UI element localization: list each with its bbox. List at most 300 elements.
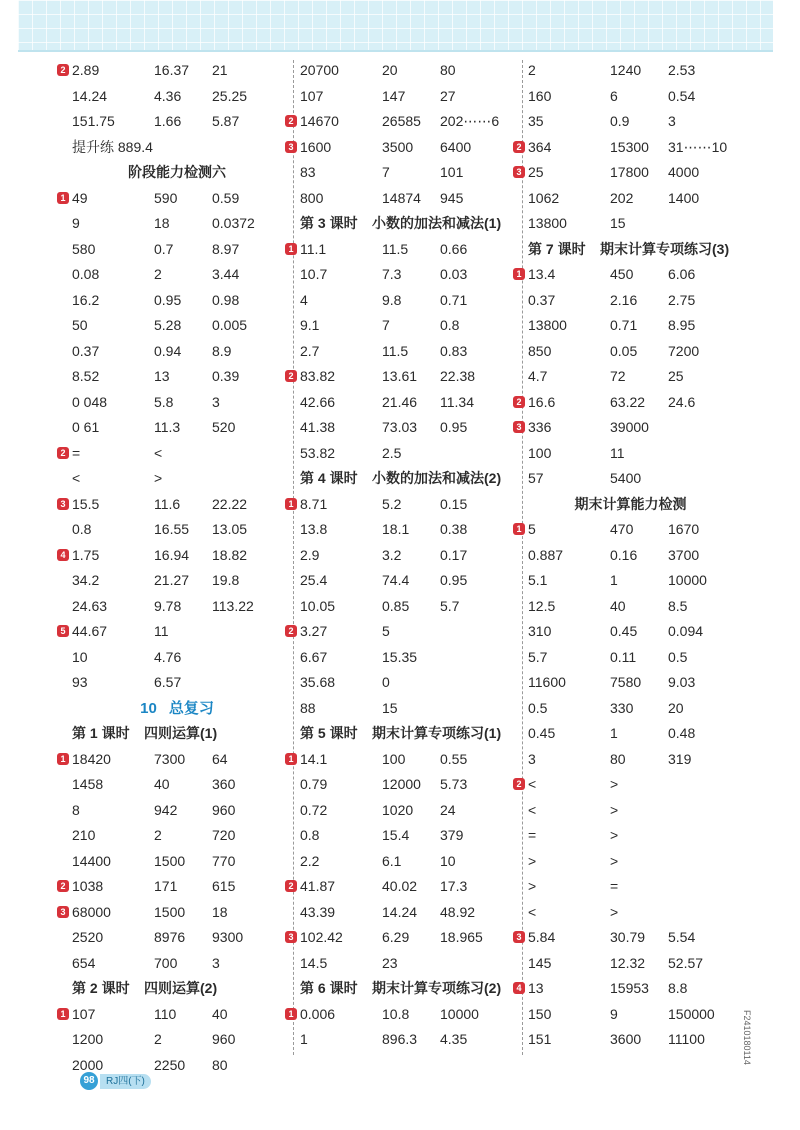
answer-cell: 1 xyxy=(610,572,618,588)
answer-cell: 0.45 xyxy=(610,623,638,639)
answer-cell: 11.1 xyxy=(300,240,327,257)
lesson-title: 期末计算专项练习(1) xyxy=(372,725,502,741)
answer-row xyxy=(528,823,733,849)
answer-row xyxy=(300,415,522,441)
answer-cell: 1038 xyxy=(72,878,104,894)
answer-cell: 150000 xyxy=(668,1005,715,1022)
answer-cell: 68000 xyxy=(72,903,111,920)
answer-cell: 1062 xyxy=(528,189,560,206)
answer-cell: 101 xyxy=(440,164,464,180)
answer-cell: 171 xyxy=(154,878,178,894)
answer-cell: 310 xyxy=(528,623,552,639)
answer-row xyxy=(72,1027,282,1053)
answer-cell: 41.38 xyxy=(300,419,336,435)
answer-cell: 13800 xyxy=(528,215,567,231)
answer-row xyxy=(300,696,522,722)
answer-cell: 0.5 xyxy=(528,699,548,716)
answer-cell: 52.57 xyxy=(668,954,704,971)
answer-cell: 4.7 xyxy=(528,368,548,384)
answer-cell: 202 xyxy=(610,189,634,206)
answer-cell: 8.97 xyxy=(212,240,240,257)
chapter-title: 总复习 xyxy=(168,699,214,717)
answer-cell: 654 xyxy=(72,954,96,971)
answer-cell: 2 xyxy=(528,62,536,78)
answer-cell: 2.16 xyxy=(610,291,638,308)
answer-cell: 2250 xyxy=(154,1056,186,1073)
answer-cell: 21.46 xyxy=(382,393,418,410)
answer-cell: 113.22 xyxy=(212,597,254,614)
answer-cell: 5.84 xyxy=(528,929,556,945)
answer-cell: 20 xyxy=(382,62,398,78)
answer-cell: 16.94 xyxy=(154,546,190,563)
answer-cell: 18.82 xyxy=(212,546,248,563)
answer-cell: > xyxy=(528,878,537,894)
answer-cell: 0.38 xyxy=(440,521,468,537)
answer-cell: > xyxy=(154,470,163,486)
lesson-number: 第 4 课时 xyxy=(300,470,358,486)
answer-cell: 0.9 xyxy=(610,113,630,129)
answer-cell: 960 xyxy=(212,1031,236,1047)
answer-cell: 18.1 xyxy=(382,521,410,537)
answer-cell: 15 xyxy=(610,215,626,231)
answer-cell: 6.29 xyxy=(382,929,410,945)
answer-cell: 1670 xyxy=(668,521,700,537)
answer-cell: 7200 xyxy=(668,342,700,359)
answer-cell: 11100 xyxy=(668,1031,705,1047)
answer-cell: 8.5 xyxy=(668,597,688,614)
lesson-heading xyxy=(72,976,282,1002)
section-heading: 阶段能力检测六 xyxy=(128,164,226,180)
answer-cell: 4.76 xyxy=(154,648,182,665)
answer-cell: 0.887 xyxy=(528,546,564,563)
answer-cell: 6.57 xyxy=(154,674,182,690)
answer-cell: 15.4 xyxy=(382,827,410,843)
answer-cell: 336 xyxy=(528,419,552,435)
lesson-title: 期末计算专项练习(2) xyxy=(372,980,502,996)
answer-cell: 8.9 xyxy=(212,342,232,359)
answer-row xyxy=(300,645,522,671)
answer-cell: 5.7 xyxy=(440,597,460,614)
question-number-badge: 5 xyxy=(57,625,69,637)
answer-cell: 0.85 xyxy=(382,597,410,614)
answer-cell: 11 xyxy=(610,444,625,461)
answer-cell: < xyxy=(528,903,537,920)
answer-cell: 13800 xyxy=(528,317,567,333)
answer-cell: 提升练 889.4 xyxy=(72,138,153,155)
answer-cell: 19.8 xyxy=(212,572,240,588)
answer-cell: 3.44 xyxy=(212,266,240,282)
answer-cell: 15.35 xyxy=(382,648,418,665)
lesson-title: 小数的加法和减法(1) xyxy=(372,215,502,231)
answer-cell: 25.25 xyxy=(212,87,248,104)
lesson-heading xyxy=(300,211,522,237)
answer-row xyxy=(300,900,522,926)
answer-row xyxy=(528,211,733,237)
answer-cell: < xyxy=(154,444,163,461)
answer-cell: 74.4 xyxy=(382,572,410,588)
answer-cell: 22.38 xyxy=(440,368,476,384)
answer-cell: 40.02 xyxy=(382,878,418,894)
question-number-badge: 3 xyxy=(513,421,525,433)
answer-cell: 0.71 xyxy=(610,317,638,333)
answer-cell: 8.8 xyxy=(668,980,688,996)
answer-cell: 88 xyxy=(300,699,316,716)
answer-row xyxy=(528,696,733,722)
answer-cell: 0.15 xyxy=(440,495,468,512)
answer-cell: 1200 xyxy=(72,1031,104,1047)
answer-cell: 0.5 xyxy=(668,648,688,665)
answer-row xyxy=(288,109,522,135)
answer-cell: 100 xyxy=(528,444,552,461)
answer-cell: 48.92 xyxy=(440,903,476,920)
answer-cell: 9.03 xyxy=(668,674,696,690)
answer-cell: 615 xyxy=(212,878,236,894)
answer-cell: 13 xyxy=(154,368,170,384)
answer-cell: 2.9 xyxy=(300,546,320,563)
answer-cell: 12.32 xyxy=(610,954,646,971)
question-number-badge: 3 xyxy=(57,906,69,918)
answer-row xyxy=(300,517,522,543)
answer-row xyxy=(528,109,733,135)
question-number-badge: 1 xyxy=(513,523,525,535)
answer-cell: 13 xyxy=(528,980,544,996)
answer-cell: 40 xyxy=(610,597,626,614)
lesson-number: 第 5 课时 xyxy=(300,725,358,741)
answer-cell: 0 xyxy=(382,674,390,690)
answer-row xyxy=(516,925,733,951)
answer-row xyxy=(300,441,522,467)
answer-row xyxy=(528,288,733,314)
answer-cell: 0.8 xyxy=(440,317,460,333)
answer-row xyxy=(516,415,733,441)
answer-cell: 960 xyxy=(212,801,236,818)
answer-cell: 0.37 xyxy=(528,291,556,308)
answer-row xyxy=(528,364,733,390)
lesson-title: 四则运算(2) xyxy=(144,980,218,996)
answer-cell: 3.2 xyxy=(382,546,402,563)
header-band xyxy=(18,0,773,52)
answer-row xyxy=(288,1002,522,1028)
question-number-badge: 2 xyxy=(57,64,69,76)
answer-cell: 11.5 xyxy=(382,342,409,359)
answer-cell: 100 xyxy=(382,750,406,767)
answer-cell: 2.89 xyxy=(72,62,100,78)
answer-cell: 2.75 xyxy=(668,291,696,308)
answer-row xyxy=(300,670,522,696)
answer-cell: 25.4 xyxy=(300,572,328,588)
answer-cell: 2.53 xyxy=(668,62,696,78)
answer-cell: 11 xyxy=(154,623,169,639)
answer-row xyxy=(516,772,733,798)
question-number-badge: 3 xyxy=(285,931,297,943)
answer-cell: 21.27 xyxy=(154,572,190,588)
answer-cell: 0.48 xyxy=(668,725,696,741)
answer-cell: 14.24 xyxy=(72,87,108,104)
question-number-badge: 1 xyxy=(57,753,69,765)
answer-row xyxy=(528,874,733,900)
answer-cell: 0 048 xyxy=(72,393,108,410)
answer-cell: 2 xyxy=(154,266,162,282)
answer-cell: 0.94 xyxy=(154,342,182,359)
answer-cell: 470 xyxy=(610,521,634,537)
answer-cell: 73.03 xyxy=(382,419,418,435)
answer-cell: 0.98 xyxy=(212,291,240,308)
answer-cell: 80 xyxy=(212,1056,228,1073)
lesson-number: 第 7 课时 xyxy=(528,240,586,257)
answer-row xyxy=(528,58,733,84)
answer-row xyxy=(72,798,282,824)
answer-row xyxy=(72,288,282,314)
answer-row xyxy=(72,517,282,543)
answer-cell: 42.66 xyxy=(300,393,336,410)
answer-row xyxy=(528,339,733,365)
answer-cell: 0.45 xyxy=(528,725,556,741)
answer-cell: 3.27 xyxy=(300,623,328,639)
answer-cell: 770 xyxy=(212,852,236,869)
question-number-badge: 2 xyxy=(57,447,69,459)
answer-row xyxy=(300,568,522,594)
answer-row xyxy=(528,1027,733,1053)
answer-cell: 9.1 xyxy=(300,317,320,333)
answer-cell: 9300 xyxy=(212,929,244,945)
answer-cell: 12.5 xyxy=(528,597,556,614)
answer-row xyxy=(60,492,282,518)
answer-cell: 15953 xyxy=(610,980,649,996)
answer-cell: 580 xyxy=(72,240,96,257)
answer-cell: 3 xyxy=(212,393,220,410)
answer-row xyxy=(528,645,733,671)
answer-row xyxy=(528,466,733,492)
question-number-badge: 1 xyxy=(285,1008,297,1020)
answer-cell: 2.7 xyxy=(300,342,320,359)
answer-row xyxy=(60,900,282,926)
answer-row xyxy=(72,313,282,339)
answer-row xyxy=(72,135,282,161)
answer-cell: 24.6 xyxy=(668,393,696,410)
answer-row xyxy=(72,84,282,110)
answer-cell: 0.8 xyxy=(300,827,320,843)
answer-cell: 25 xyxy=(528,164,544,180)
answer-row xyxy=(528,900,733,926)
answer-cell: 15 xyxy=(382,699,398,716)
answer-cell: 83 xyxy=(300,164,316,180)
answer-cell: 21 xyxy=(212,62,228,78)
answer-row xyxy=(516,262,733,288)
answer-row xyxy=(72,849,282,875)
answer-row xyxy=(72,339,282,365)
answer-cell: 11.34 xyxy=(440,393,474,410)
question-number-badge: 2 xyxy=(57,880,69,892)
answer-cell: 14.1 xyxy=(300,750,328,767)
answer-cell: 4.35 xyxy=(440,1031,468,1047)
answer-cell: 0.11 xyxy=(610,648,637,665)
answer-cell: 8.71 xyxy=(300,495,328,512)
answer-cell: 18 xyxy=(212,903,228,920)
answer-cell: 5 xyxy=(528,521,536,537)
answer-cell: 41.87 xyxy=(300,878,336,894)
answer-row xyxy=(72,951,282,977)
answer-cell: > xyxy=(610,903,619,920)
column-divider xyxy=(522,60,523,1055)
column-divider xyxy=(293,60,294,1055)
answer-cell: > xyxy=(610,801,619,818)
answer-cell: 1500 xyxy=(154,903,186,920)
answer-cell: 6.67 xyxy=(300,648,328,665)
answer-cell: 0.55 xyxy=(440,750,468,767)
answer-row xyxy=(528,747,733,773)
answer-cell: 5.7 xyxy=(528,648,548,665)
answer-row xyxy=(72,262,282,288)
answer-cell: 7300 xyxy=(154,750,186,767)
answer-row xyxy=(72,211,282,237)
answer-cell: 1020 xyxy=(382,801,414,818)
lesson-number: 第 6 课时 xyxy=(300,980,358,996)
answer-cell: 0.79 xyxy=(300,776,328,792)
answer-row xyxy=(300,543,522,569)
question-number-badge: 2 xyxy=(285,115,297,127)
answer-cell: 13.05 xyxy=(212,521,248,537)
answer-cell: 330 xyxy=(610,699,634,716)
answer-cell: 0.95 xyxy=(440,572,468,588)
answer-row xyxy=(300,951,522,977)
question-number-badge: 1 xyxy=(57,1008,69,1020)
question-number-badge: 1 xyxy=(285,753,297,765)
answer-cell: 24.63 xyxy=(72,597,108,614)
answer-cell: 0.71 xyxy=(440,291,468,308)
question-number-badge: 3 xyxy=(513,166,525,178)
answer-cell: 151.75 xyxy=(72,113,115,129)
answer-cell: 34.2 xyxy=(72,572,100,588)
answer-cell: 4000 xyxy=(668,164,700,180)
answer-cell: 0.95 xyxy=(440,419,468,435)
answer-cell: 72 xyxy=(610,368,626,384)
answer-cell: 26585 xyxy=(382,113,421,129)
answer-row xyxy=(72,670,282,696)
answer-cell: 0.7 xyxy=(154,240,174,257)
question-number-badge: 2 xyxy=(285,370,297,382)
answer-cell: 945 xyxy=(440,189,464,206)
lesson-heading xyxy=(300,721,522,747)
answer-column-1 xyxy=(60,58,282,1078)
answer-cell: 16.37 xyxy=(154,62,190,78)
answer-row xyxy=(72,823,282,849)
answer-cell: 1 xyxy=(610,725,618,741)
answer-row xyxy=(288,364,522,390)
answer-cell: 1.75 xyxy=(72,546,100,563)
chapter-heading xyxy=(72,696,282,722)
answer-cell: 107 xyxy=(72,1005,96,1022)
answer-row xyxy=(528,721,733,747)
question-number-badge: 3 xyxy=(513,931,525,943)
print-code: F2410180114 xyxy=(742,1010,752,1065)
answer-cell: 23 xyxy=(382,954,398,971)
answer-cell: 40 xyxy=(154,776,170,792)
answer-cell: 10000 xyxy=(440,1005,479,1022)
answer-cell: 57 xyxy=(528,470,544,486)
answer-cell: 80 xyxy=(440,62,456,78)
answer-cell: 0.59 xyxy=(212,189,240,206)
answer-cell: 0.17 xyxy=(440,546,468,563)
answer-cell: 110 xyxy=(154,1005,177,1022)
answer-cell: 11.6 xyxy=(154,495,181,512)
answer-cell: > xyxy=(528,852,537,869)
answer-row xyxy=(60,874,282,900)
answer-cell: 6.06 xyxy=(668,266,696,282)
answer-cell: 43.39 xyxy=(300,903,336,920)
answer-row xyxy=(528,84,733,110)
answer-cell: 1458 xyxy=(72,776,104,792)
question-number-badge: 4 xyxy=(513,982,525,994)
answer-cell: 5 xyxy=(382,623,390,639)
answer-cell: 10 xyxy=(72,648,88,665)
answer-cell: 2000 xyxy=(72,1056,104,1073)
answer-row xyxy=(528,313,733,339)
answer-cell: 2.5 xyxy=(382,444,402,461)
answer-row xyxy=(60,186,282,212)
answer-cell: 0.95 xyxy=(154,291,182,308)
answer-row xyxy=(528,441,733,467)
answer-cell: 7.3 xyxy=(382,266,402,282)
answer-row xyxy=(528,619,733,645)
answer-cell: 5.73 xyxy=(440,776,468,792)
answer-row xyxy=(288,492,522,518)
lesson-title: 期末计算专项练习(3) xyxy=(600,240,730,257)
answer-cell: 0.094 xyxy=(668,623,704,639)
answer-row xyxy=(60,1002,282,1028)
answer-cell: 5.2 xyxy=(382,495,402,512)
answer-row xyxy=(60,543,282,569)
answer-cell: 151 xyxy=(528,1031,552,1047)
answer-cell: 0.16 xyxy=(610,546,638,563)
answer-column-2 xyxy=(288,58,522,1053)
answer-cell: 2 xyxy=(154,827,162,843)
answer-cell: 2.2 xyxy=(300,852,320,869)
answer-cell: 0.08 xyxy=(72,266,100,282)
answer-cell: 12000 xyxy=(382,776,421,792)
answer-cell: 4.36 xyxy=(154,87,182,104)
answer-cell: 2 xyxy=(154,1031,162,1047)
answer-cell: 10.7 xyxy=(300,266,328,282)
answer-row xyxy=(300,288,522,314)
answer-cell: 0.54 xyxy=(668,87,696,104)
answer-cell: 10.8 xyxy=(382,1005,410,1022)
question-number-badge: 2 xyxy=(285,625,297,637)
answer-row xyxy=(528,670,733,696)
answer-cell: > xyxy=(610,776,619,792)
question-number-badge: 2 xyxy=(513,778,525,790)
answer-cell: 24 xyxy=(440,801,456,818)
answer-row xyxy=(300,594,522,620)
answer-row xyxy=(300,262,522,288)
lesson-number: 第 2 课时 xyxy=(72,980,130,996)
answer-row xyxy=(528,568,733,594)
page-footer xyxy=(80,1072,151,1090)
answer-cell: 13.61 xyxy=(382,368,418,384)
answer-cell: 15300 xyxy=(610,138,649,155)
answer-cell: 0 61 xyxy=(72,419,100,435)
question-number-badge: 1 xyxy=(513,268,525,280)
page-number: 98 xyxy=(80,1072,98,1090)
answer-row xyxy=(72,390,282,416)
answer-cell: 80 xyxy=(610,750,626,767)
answer-cell: 6.1 xyxy=(382,852,402,869)
answer-cell: 202⋯⋯6 xyxy=(440,113,500,129)
answer-cell: 145 xyxy=(528,954,552,971)
answer-row xyxy=(72,925,282,951)
answer-cell: 4 xyxy=(300,291,308,308)
answer-cell: 210 xyxy=(72,827,96,843)
answer-cell: 20 xyxy=(668,699,684,716)
